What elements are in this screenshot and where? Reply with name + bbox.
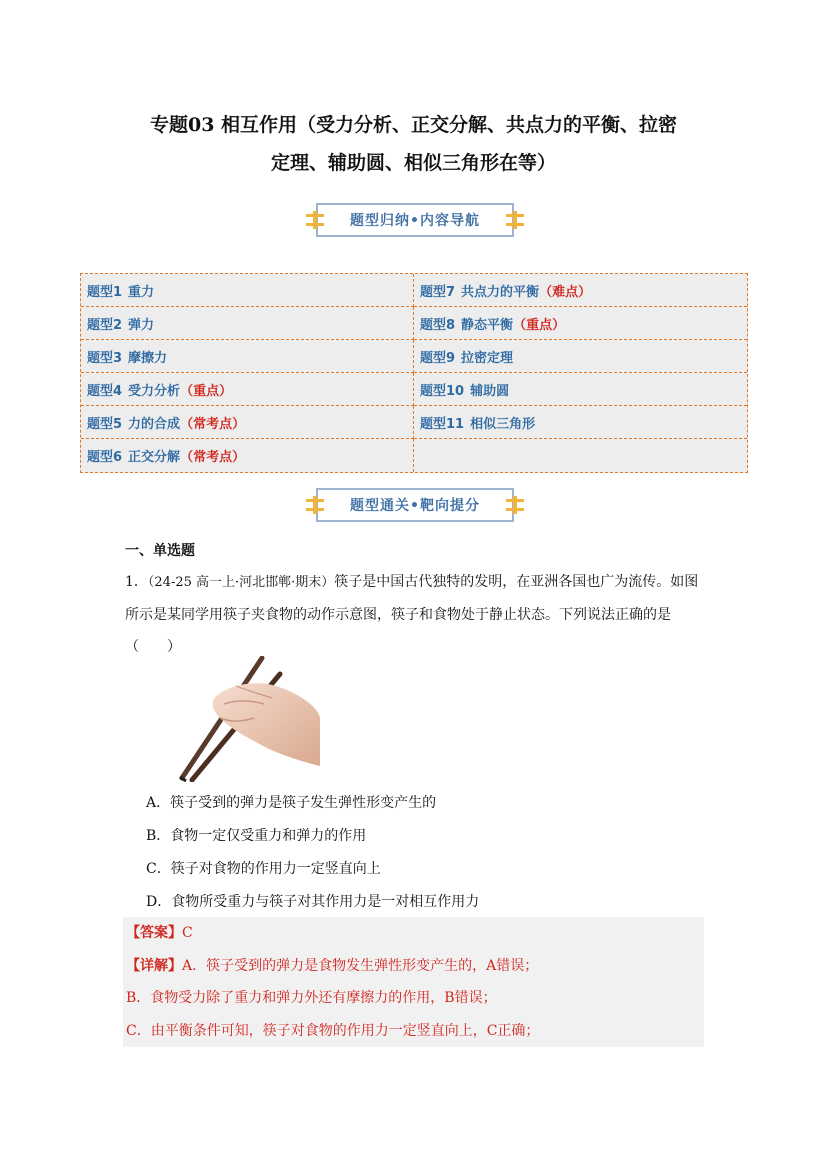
toc-item-tag: （重点） — [180, 383, 233, 399]
toc-item-num: 题型3 — [87, 350, 123, 366]
detail-text: B．食物受力除了重力和弹力外还有摩擦力的作用，B错误； — [126, 990, 497, 1006]
answer-line — [126, 917, 704, 950]
answer-label: 【答案】 — [126, 925, 182, 941]
toc-item-tag: （常考点） — [180, 416, 246, 432]
toc-item[interactable] — [414, 307, 747, 340]
toc-item[interactable] — [81, 307, 414, 340]
option-a[interactable]: A．筷子受到的弹力是筷子发生弹性形变产生的 — [146, 795, 437, 811]
toc-item-name: 弹力 — [128, 317, 155, 333]
banner-right-deco-icon — [506, 499, 524, 511]
toc-item-num: 题型10 — [420, 383, 465, 399]
section-heading: 一、单选题 — [125, 543, 195, 559]
toc-item[interactable] — [81, 274, 414, 307]
toc-item-name: 辅助圆 — [470, 383, 510, 399]
question-text: 筷子是中国古代独特的发明，在亚洲各国也广为流传。如图所示是某同学用筷子夹食物的动作示意图，筷子和食物处于静止状态。下列说法正确的是（ ） — [125, 574, 699, 655]
toc-item[interactable] — [414, 406, 747, 439]
toc-item[interactable] — [81, 439, 414, 472]
toc-item-tag: （重点） — [513, 317, 566, 333]
chopsticks-hand-image — [176, 656, 322, 782]
option-b[interactable]: B．食物一定仅受重力和弹力的作用 — [146, 828, 367, 844]
detail-text: A．筷子受到的弹力是食物发生弹性形变产生的，A错误； — [182, 957, 539, 974]
toc-item-name: 静态平衡 — [461, 317, 514, 333]
option-d[interactable]: D．食物所受重力与筷子对其作用力是一对相互作用力 — [146, 894, 480, 910]
page-title — [100, 106, 727, 182]
toc-item-name: 共点力的平衡 — [461, 284, 540, 300]
question-number: 1． — [125, 574, 148, 590]
toc-item-empty — [414, 439, 747, 472]
toc-item[interactable] — [81, 406, 414, 439]
toc-item-name: 正交分解 — [128, 450, 181, 465]
title-line-2: 定理、辅助圆、相似三角形在等） — [270, 152, 556, 174]
toc-item-num: 题型8 — [420, 317, 456, 333]
banner-right-deco-icon — [506, 214, 524, 226]
detail-text: C．由平衡条件可知，筷子对食物的作用力一定竖直向上，C正确； — [126, 1022, 540, 1039]
banner-left-deco-icon — [306, 499, 324, 511]
toc-table — [80, 273, 748, 473]
banner-left-deco-icon — [306, 214, 324, 226]
toc-item-num: 题型1 — [87, 284, 123, 300]
detail-label: 【详解】 — [126, 957, 182, 974]
toc-item-tag: （难点） — [539, 284, 592, 300]
toc-item-num: 题型4 — [87, 383, 123, 399]
toc-item-name: 摩擦力 — [128, 350, 168, 366]
toc-item[interactable] — [414, 274, 747, 307]
toc-item[interactable] — [81, 340, 414, 373]
toc-item-num: 题型2 — [87, 317, 123, 333]
answer-value: C — [182, 925, 193, 941]
toc-item-num: 题型6 — [87, 450, 123, 465]
detail-line — [126, 950, 704, 983]
options-list — [146, 787, 479, 919]
answer-box — [123, 917, 704, 1047]
toc-item[interactable] — [81, 373, 414, 406]
toc-item-num: 题型5 — [87, 416, 123, 432]
toc-item-num: 题型11 — [420, 416, 465, 432]
toc-item[interactable] — [414, 340, 747, 373]
title-line-1: 专题03 相互作用（受力分析、正交分解、共点力的平衡、拉密 — [149, 114, 678, 136]
toc-item-name: 力的合成 — [128, 416, 181, 432]
banner-practice-label: 题型通关•靶向提分 — [350, 498, 480, 514]
banner-toc-label: 题型归纳•内容导航 — [350, 213, 480, 229]
toc-item-tag: （常考点） — [180, 450, 246, 465]
toc-item-name: 受力分析 — [128, 383, 181, 399]
option-c[interactable]: C．筷子对食物的作用力一定竖直向上 — [146, 861, 381, 877]
toc-item-name: 拉密定理 — [461, 350, 514, 366]
toc-item-num: 题型7 — [420, 284, 456, 300]
toc-item-name: 相似三角形 — [470, 416, 536, 432]
toc-item-num: 题型9 — [420, 350, 456, 366]
banner-toc — [316, 203, 514, 237]
question-source: （24-25 高一上·河北邯郸·期末） — [147, 575, 335, 590]
banner-practice — [316, 488, 514, 522]
question-1 — [125, 566, 710, 663]
toc-item-name: 重力 — [128, 284, 155, 300]
toc-item[interactable] — [414, 373, 747, 406]
